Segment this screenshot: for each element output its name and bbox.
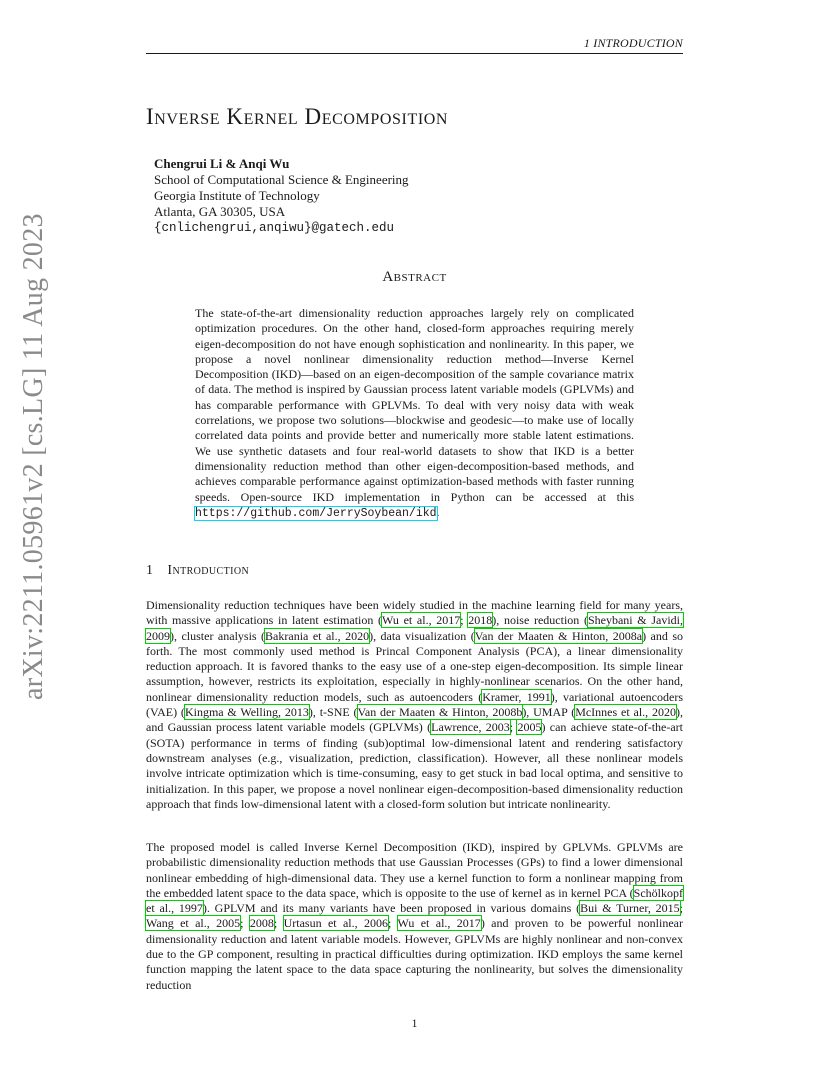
citation-link[interactable]: McInnes et al., 2020 <box>575 705 676 720</box>
body-text: ), t-SNE ( <box>308 705 358 720</box>
body-text: ), data visualization ( <box>369 628 475 643</box>
body-text: ), cluster analysis ( <box>170 628 266 643</box>
body-text: ), variational autoencoders (VAE) ( <box>146 689 683 720</box>
body-text: ), UMAP ( <box>522 705 576 720</box>
citation-link[interactable]: Sheybani & Javidi, 2009 <box>146 613 683 643</box>
citation-link[interactable]: 2018 <box>468 613 493 628</box>
citation-link[interactable]: 2008 <box>249 916 274 931</box>
body-text: ; <box>273 916 284 931</box>
header-rule <box>146 53 683 54</box>
body-text: ; <box>388 916 398 931</box>
citation-link[interactable]: Van der Maaten & Hinton, 2008b <box>357 705 523 720</box>
abstract-text-end: . <box>436 504 440 519</box>
code-url-link[interactable]: https://github.com/JerrySoybean/ikd <box>195 506 437 520</box>
body-text: ) and proven to be powerful nonlinear dimensionality reduction and latent variable models. However, GPLVMs are highly nonlinear and non-convex due to the GP component, resulting in practical difficulties during optimization. IKD employs the same kernel function mapping the latent space to the data space capturing the nonlinearity, but solves the dimensionality reduction <box>146 916 683 992</box>
citation-link[interactable]: 2005 <box>517 720 542 735</box>
section-number: 1 <box>146 563 154 578</box>
citation-link[interactable]: Kingma & Welling, 2013 <box>184 705 309 720</box>
body-text: ), noise reduction ( <box>492 613 588 628</box>
abstract-body <box>195 306 634 521</box>
body-text: ) can achieve state-of-the-art (SOTA) performance in terms of finding (sub)optimal low-dimensional latent and rendering satisfactory downstream analyses (e.g., visualization, prediction, classification). However, all these nonlinear models involve intricate optimization which is time-consuming, easy to get stuck in bad local optima, and sensitive to initialization. In this paper, we propose a novel nonlinear eigen-decomposition-based dimensionality reduction approach that finds low-dimensional latent with a closed-form solution but intricate nonlinearity. <box>146 720 683 811</box>
citation-link[interactable]: Urtasun et al., 2006 <box>283 916 389 931</box>
citation-link[interactable]: Kramer, 1991 <box>482 689 551 704</box>
citation-link[interactable]: Schölkopf et al., 1997 <box>146 885 683 916</box>
body-text: ), and Gaussian process latent variable models (GPLVMs) ( <box>146 705 683 735</box>
body-text: ; <box>460 613 469 628</box>
citation-link[interactable]: Wu et al., 2017 <box>382 613 461 628</box>
author-block <box>154 156 409 236</box>
body-text: ; <box>509 720 518 735</box>
body-text: The proposed model is called Inverse Kernel Decomposition (IKD), inspired by GPLVMs. GPLVMs are probabilistic dimensionality reduction methods that use Gaussian Processes (GPs) to find a lower dimensional nonlinear embedding of high-dimensional data. They use a kernel function to form a nonlinear mapping from the embedded latent space to the data space, which is opposite to the use of kernel as in kernel PCA ( <box>146 840 683 900</box>
section-title: Introduction <box>167 563 250 578</box>
affiliation-line: Atlanta, GA 30305, USA <box>154 204 286 219</box>
arxiv-stamp: arXiv:2211.05961v2 [cs.LG] 11 Aug 2023 <box>18 213 49 700</box>
running-header: 1 INTRODUCTION <box>583 36 683 50</box>
paragraph-2 <box>146 840 683 993</box>
body-text: ; <box>679 901 684 916</box>
page-number: 1 <box>411 1016 418 1030</box>
author-names: Chengrui Li & Anqi Wu <box>154 156 290 171</box>
author-email: {cnlichengrui,anqiwu}@gatech.edu <box>154 221 395 235</box>
paper-title: Inverse Kernel Decomposition <box>146 104 449 129</box>
abstract-text: The state-of-the-art dimensionality reduction approaches largely rely on complicated optimization procedures. On the other hand, closed-form approaches requiring merely eigen-decomposition do not have enough sophistication and nonlinearity. In this paper, we propose a novel nonlinear dimensionality reduction method—Inverse Kernel Decomposition (IKD)—based on an eigen-decomposition of the sample covariance matrix of data. The method is inspired by Gaussian process latent variable models (GPLVMs) and has comparable performance with GPLVMs. To deal with very noisy data with weak correlations, we propose two solutions—blockwise and geodesic—to make use of locally correlated data points and provide better and numerically more stable latent estimations. We use synthetic datasets and four real-world datasets to show that IKD is a better dimensionality reduction method than other eigen-decomposition-based methods, and achieves comparable performance against optimization-based methods with faster running speeds. Open-source IKD implementation in Python can be accessed at this <box>195 306 634 504</box>
body-text: ; <box>240 916 250 931</box>
body-text: ) and so forth. The most commonly used method is Princal Component Analysis (PCA), a linear dimensionality reduction approach. It is favored thanks to the easy use of a one-step eigen-decomposition. Its simple linear assumption, however, restricts its exploitation, especially in highly-nonlinear scenarios. On the other hand, nonlinear dimensionality reduction models, such as autoencoders ( <box>146 628 684 704</box>
section-heading <box>146 563 249 579</box>
citation-link[interactable]: Wang et al., 2005 <box>146 916 241 931</box>
body-text: ). GPLVM and its many variants have been proposed in various domains ( <box>202 901 581 916</box>
citation-link[interactable]: Wu et al., 2017 <box>397 916 481 931</box>
citation-link[interactable]: Bakrania et al., 2020 <box>265 628 370 643</box>
body-text: Dimensionality reduction techniques have been widely studied in the machine learning field for many years, with massive applications in latent estimation ( <box>146 598 683 628</box>
affiliation-line: Georgia Institute of Technology <box>154 188 320 203</box>
affiliation-line: School of Computational Science & Engineering <box>154 172 409 187</box>
citation-link[interactable]: Van der Maaten & Hinton, 2008a <box>474 628 643 643</box>
paragraph-1 <box>146 598 683 812</box>
abstract-heading: Abstract <box>382 269 447 285</box>
citation-link[interactable]: Bui & Turner, 2015 <box>580 901 680 916</box>
citation-link[interactable]: Lawrence, 2003 <box>431 720 510 735</box>
